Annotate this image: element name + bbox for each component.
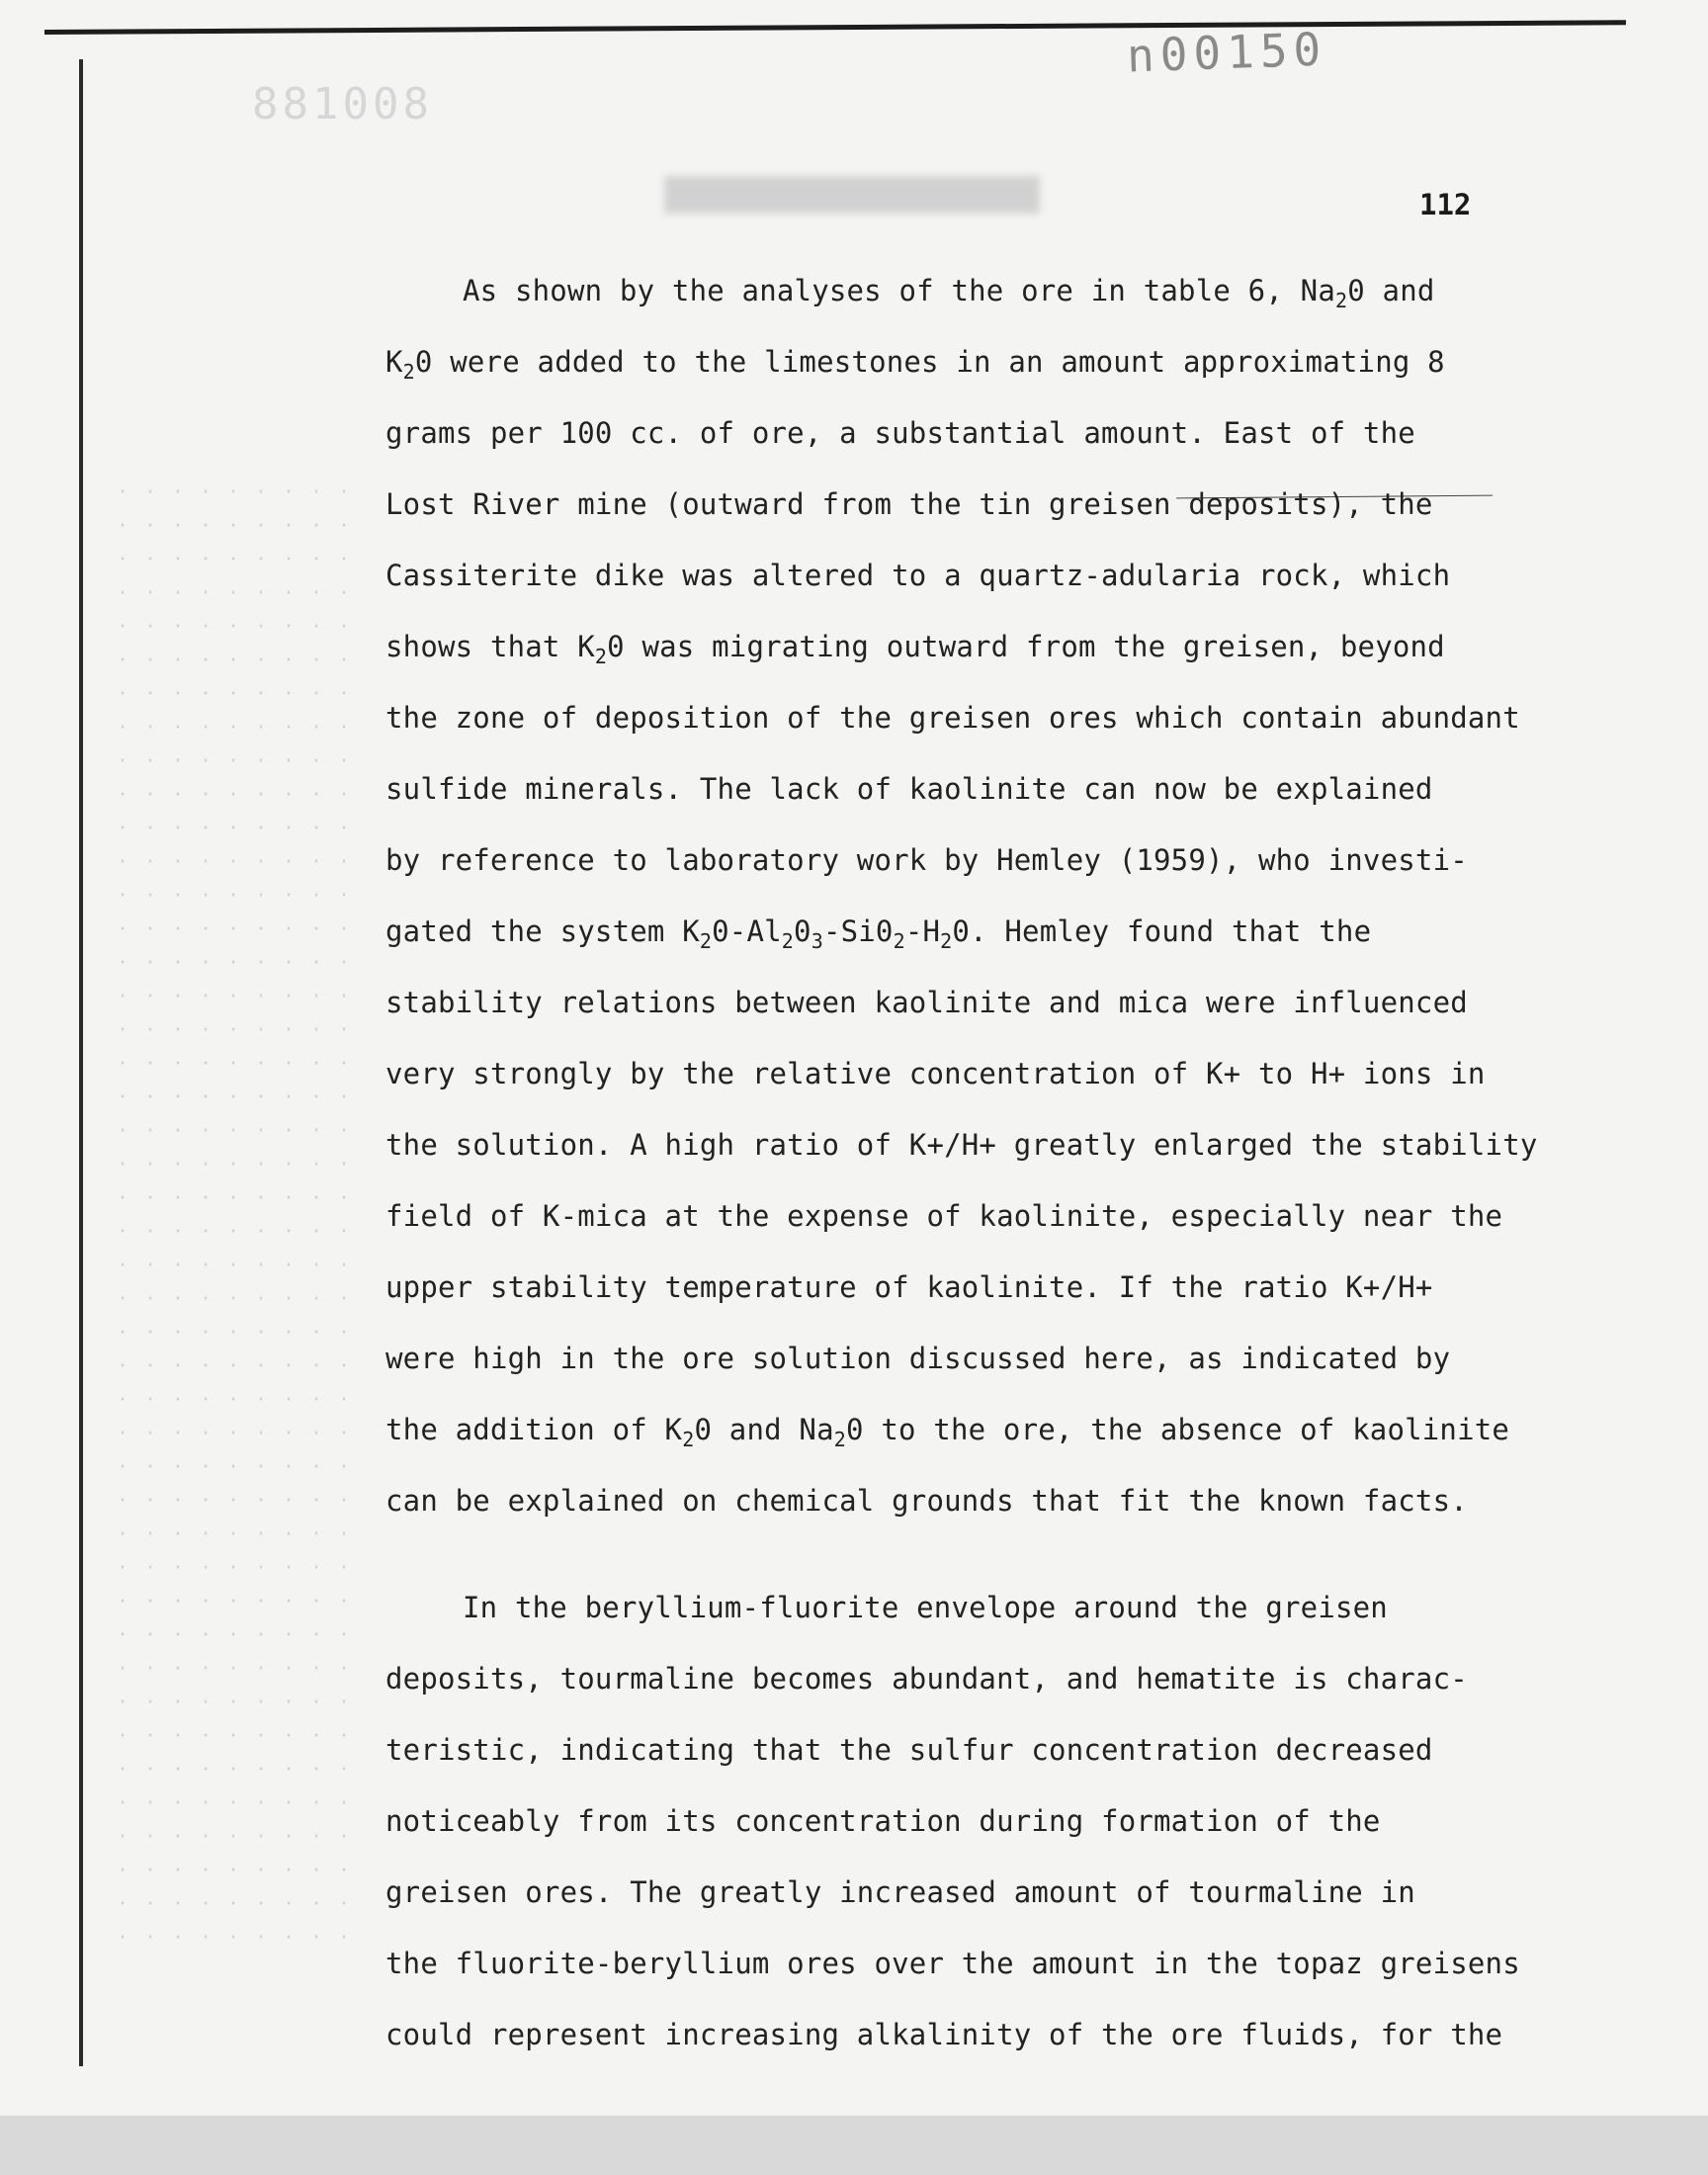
- text-run: field of K-mica at the expense of kaolinite, especially near the: [385, 1199, 1503, 1233]
- faint-stamp-number: 881008: [252, 79, 433, 130]
- text-run: the fluorite-beryllium ores over the amount in the topaz greisens: [385, 1947, 1520, 1980]
- text-run: 0 was migrating outward from the greisen, beyond: [607, 630, 1445, 663]
- text-run: 0 to the ore, the absence of kaolinite: [846, 1413, 1510, 1446]
- text-run: grams per 100 cc. of ore, a substantial amount. East of the: [385, 416, 1415, 450]
- text-run: 0 and: [1347, 274, 1435, 307]
- text-line: [385, 896, 1512, 967]
- subscript: 2: [1334, 288, 1348, 312]
- subscript: 2: [940, 928, 953, 953]
- text-run: 0 were added to the limestones in an amount approximating 8: [414, 345, 1445, 379]
- subscript: 2: [682, 1427, 695, 1451]
- text-run: K: [385, 345, 403, 379]
- text-run: In the beryllium-fluorite envelope around the greisen: [463, 1591, 1388, 1624]
- text-run: upper stability temperature of kaolinite. If the ratio K+/H+: [385, 1270, 1433, 1304]
- text-run: As shown by the analyses of the ore in table 6, Na: [463, 274, 1335, 307]
- text-run: 0. Hemley found that the: [952, 914, 1372, 948]
- text-run: 0-Al: [712, 914, 782, 948]
- text-line: [385, 1109, 1538, 1180]
- text-line: [385, 540, 1512, 611]
- text-run: Lost River mine (outward from the tin greisen deposits), the: [385, 487, 1433, 521]
- subscript: 2: [781, 928, 795, 953]
- scan-smudge: [664, 176, 1040, 214]
- text-run: -H: [904, 914, 941, 948]
- top-edge-rule: [44, 20, 1626, 35]
- body-text: [385, 255, 1538, 2070]
- text-line: [385, 1999, 1512, 2070]
- text-line: [385, 1252, 1512, 1323]
- text-run: sulfide minerals. The lack of kaolinite can now be explained: [385, 772, 1433, 806]
- subscript: 2: [402, 359, 415, 384]
- paragraph-gap: [385, 1536, 1512, 1572]
- text-run: noticeably from its concentration during formation of the: [385, 1804, 1381, 1838]
- text-line: [385, 1643, 1512, 1714]
- text-line: [385, 967, 1512, 1038]
- text-run: can be explained on chemical grounds that fit the known facts.: [385, 1484, 1468, 1518]
- text-run: stability relations between kaolinite and mica were influenced: [385, 986, 1468, 1019]
- text-run: the solution. A high ratio of K+/H+ greatly enlarged the stability: [385, 1128, 1538, 1162]
- page-number: 112: [1419, 188, 1472, 221]
- scanner-bottom-band: [0, 2116, 1708, 2175]
- text-line: [385, 825, 1512, 896]
- text-line: [385, 1857, 1512, 1928]
- subscript: 2: [699, 928, 713, 953]
- text-run: the addition of K: [385, 1413, 683, 1446]
- text-run: Cassiterite dike was altered to a quartz-adularia rock, which: [385, 559, 1451, 592]
- text-run: deposits, tourmaline becomes abundant, and hematite is charac-: [385, 1662, 1468, 1696]
- subscript: 2: [594, 644, 608, 668]
- text-run: shows that K: [385, 630, 595, 663]
- margin-speckle: [109, 475, 366, 1958]
- text-run: gated the system K: [385, 914, 700, 948]
- text-run: the zone of deposition of the greisen ores which contain abundant: [385, 701, 1520, 735]
- text-line: [385, 1714, 1512, 1785]
- text-run: 0 and Na: [694, 1413, 834, 1446]
- text-line: [385, 255, 1512, 326]
- subscript: 3: [811, 928, 823, 953]
- text-line: [385, 1323, 1512, 1394]
- text-line: [385, 753, 1512, 825]
- text-line: [385, 1572, 1512, 1643]
- text-line: [385, 397, 1512, 469]
- text-line: [385, 611, 1512, 682]
- text-line: [385, 682, 1520, 753]
- text-run: greisen ores. The greatly increased amount of tourmaline in: [385, 1875, 1415, 1909]
- left-margin-rule: [79, 59, 83, 2066]
- text-run: were high in the ore solution discussed here, as indicated by: [385, 1342, 1451, 1375]
- text-line: [385, 1394, 1512, 1465]
- text-run: 0: [794, 914, 811, 948]
- text-run: teristic, indicating that the sulfur concentration decreased: [385, 1733, 1433, 1767]
- text-line: [385, 469, 1512, 540]
- text-line: [385, 1180, 1512, 1252]
- text-line: [385, 1785, 1512, 1857]
- text-run: could represent increasing alkalinity of the ore fluids, for the: [385, 2018, 1503, 2051]
- archive-stamp-number: n00150: [1126, 22, 1328, 83]
- text-run: -Si0: [822, 914, 894, 948]
- text-line: [385, 1465, 1512, 1536]
- text-line: [385, 1928, 1520, 1999]
- text-line: [385, 326, 1512, 397]
- text-run: by reference to laboratory work by Hemley (1959), who investi-: [385, 843, 1468, 877]
- subscript: 2: [833, 1427, 846, 1451]
- subscript: 2: [893, 928, 905, 953]
- text-run: very strongly by the relative concentration of K+ to H+ ions in: [385, 1057, 1486, 1090]
- text-line: [385, 1038, 1512, 1109]
